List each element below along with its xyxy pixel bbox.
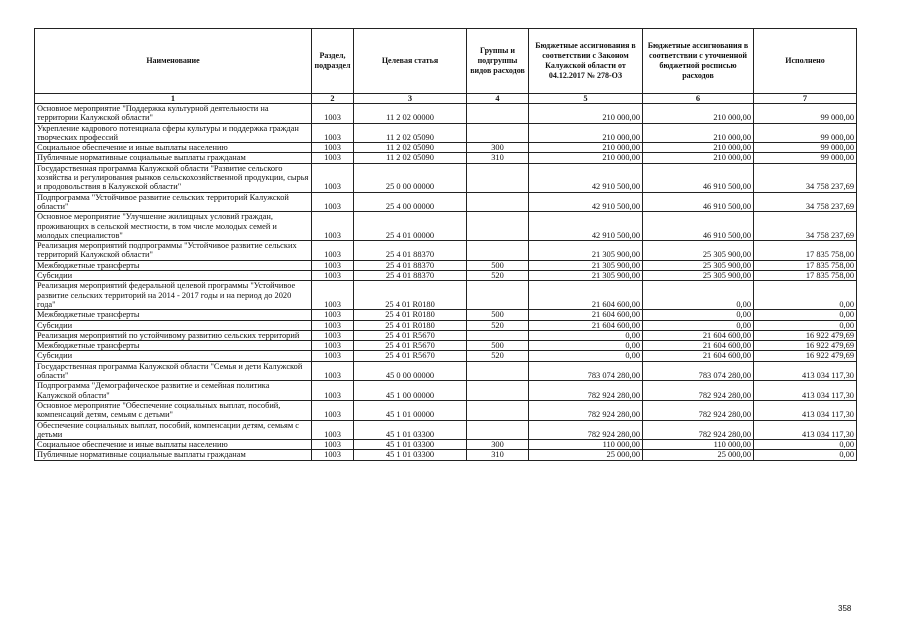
cell-law-amount: 782 924 280,00 <box>529 400 643 420</box>
cell-law-amount: 782 924 280,00 <box>529 420 643 440</box>
table-row <box>35 104 857 124</box>
cell-refined-amount: 210 000,00 <box>643 104 754 124</box>
table-row <box>35 361 857 381</box>
cell-law-amount: 110 000,00 <box>529 440 643 450</box>
cell-section: 1003 <box>312 420 354 440</box>
cell-target: 45 1 01 00000 <box>354 400 467 420</box>
cell-executed-amount: 17 835 758,00 <box>754 260 857 270</box>
cell-name: Подпрограмма "Устойчивое развитие сельских территорий Калужской области" <box>35 192 312 212</box>
cell-section: 1003 <box>312 440 354 450</box>
cell-section: 1003 <box>312 310 354 320</box>
cell-section: 1003 <box>312 351 354 361</box>
cell-executed-amount: 99 000,00 <box>754 104 857 124</box>
cell-executed-amount: 413 034 117,30 <box>754 381 857 401</box>
cell-name: Межбюджетные трансферты <box>35 260 312 270</box>
table-row <box>35 123 857 143</box>
cell-group <box>467 241 529 261</box>
cell-name: Государственная программа Калужской области "Семья и дети Калужской области" <box>35 361 312 381</box>
table-row <box>35 143 857 153</box>
cell-section: 1003 <box>312 241 354 261</box>
cell-target: 25 4 01 R5670 <box>354 351 467 361</box>
cell-executed-amount: 17 835 758,00 <box>754 271 857 281</box>
cell-target: 25 4 01 88370 <box>354 260 467 270</box>
cell-name: Публичные нормативные социальные выплаты гражданам <box>35 450 312 460</box>
cell-target: 25 4 01 00000 <box>354 212 467 241</box>
cell-law-amount: 210 000,00 <box>529 123 643 143</box>
cell-name: Основное мероприятие "Поддержка культурной деятельности на территории Калужской области" <box>35 104 312 124</box>
cell-executed-amount: 34 758 237,69 <box>754 212 857 241</box>
cell-name: Укрепление кадрового потенциала сферы культуры и поддержка граждан творческих профессий <box>35 123 312 143</box>
cell-section: 1003 <box>312 400 354 420</box>
cell-group <box>467 400 529 420</box>
cell-group <box>467 123 529 143</box>
cell-group <box>467 381 529 401</box>
cell-refined-amount: 21 604 600,00 <box>643 341 754 351</box>
cell-law-amount: 783 074 280,00 <box>529 361 643 381</box>
table-row <box>35 153 857 163</box>
cell-executed-amount: 413 034 117,30 <box>754 361 857 381</box>
header-section: Раздел, подраздел <box>312 29 354 94</box>
cell-group <box>467 163 529 192</box>
cell-refined-amount: 782 924 280,00 <box>643 420 754 440</box>
cell-section: 1003 <box>312 104 354 124</box>
budget-table <box>34 28 857 461</box>
cell-refined-amount: 46 910 500,00 <box>643 163 754 192</box>
header-target: Целевая статья <box>354 29 467 94</box>
cell-group: 300 <box>467 440 529 450</box>
cell-executed-amount: 99 000,00 <box>754 143 857 153</box>
table-row <box>35 271 857 281</box>
cell-refined-amount: 25 305 900,00 <box>643 241 754 261</box>
cell-executed-amount: 99 000,00 <box>754 153 857 163</box>
cell-name: Межбюджетные трансферты <box>35 341 312 351</box>
cell-target: 25 4 01 R0180 <box>354 310 467 320</box>
budget-document <box>34 28 856 461</box>
cell-executed-amount: 0,00 <box>754 450 857 460</box>
cell-target: 11 2 02 05090 <box>354 123 467 143</box>
cell-name: Реализация мероприятий по устойчивому развитию сельских территорий <box>35 330 312 340</box>
cell-target: 25 4 01 R0180 <box>354 320 467 330</box>
cell-section: 1003 <box>312 330 354 340</box>
cell-refined-amount: 25 305 900,00 <box>643 260 754 270</box>
cell-refined-amount: 782 924 280,00 <box>643 381 754 401</box>
cell-executed-amount: 34 758 237,69 <box>754 192 857 212</box>
cell-target: 25 4 01 R5670 <box>354 341 467 351</box>
cell-name: Основное мероприятие "Улучшение жилищных условий граждан, проживающих в сельской местности, в том числе молодых семей и молодых специалистов" <box>35 212 312 241</box>
header-executed: Исполнено <box>754 29 857 94</box>
cell-group: 310 <box>467 153 529 163</box>
cell-group <box>467 212 529 241</box>
cell-group: 520 <box>467 271 529 281</box>
cell-name: Государственная программа Калужской области "Развитие сельского хозяйства и регулирования рынков сельскохозяйственной продукции, сырья и продовольствия в Калужской области" <box>35 163 312 192</box>
table-row <box>35 281 857 310</box>
cell-target: 25 4 01 88370 <box>354 271 467 281</box>
column-number: 7 <box>754 94 857 104</box>
cell-target: 25 0 00 00000 <box>354 163 467 192</box>
cell-law-amount: 782 924 280,00 <box>529 381 643 401</box>
table-row <box>35 381 857 401</box>
cell-target: 11 2 02 00000 <box>354 104 467 124</box>
header-groups: Группы и подгруппы видов расходов <box>467 29 529 94</box>
cell-section: 1003 <box>312 153 354 163</box>
cell-law-amount: 25 000,00 <box>529 450 643 460</box>
cell-group <box>467 192 529 212</box>
cell-refined-amount: 0,00 <box>643 310 754 320</box>
cell-executed-amount: 16 922 479,69 <box>754 351 857 361</box>
table-body <box>35 104 857 461</box>
cell-section: 1003 <box>312 260 354 270</box>
cell-section: 1003 <box>312 281 354 310</box>
column-number: 1 <box>35 94 312 104</box>
table-row <box>35 310 857 320</box>
cell-group <box>467 330 529 340</box>
cell-name: Основное мероприятие "Обеспечение социальных выплат, пособий, компенсаций детям, семьям с детьми" <box>35 400 312 420</box>
cell-target: 25 4 00 00000 <box>354 192 467 212</box>
cell-target: 25 4 01 R5670 <box>354 330 467 340</box>
cell-refined-amount: 782 924 280,00 <box>643 400 754 420</box>
cell-name: Обеспечение социальных выплат, пособий, компенсации детям, семьям с детьми <box>35 420 312 440</box>
table-header-row <box>35 29 857 94</box>
cell-target: 45 1 01 03300 <box>354 420 467 440</box>
cell-law-amount: 0,00 <box>529 330 643 340</box>
cell-refined-amount: 210 000,00 <box>643 153 754 163</box>
column-number: 2 <box>312 94 354 104</box>
header-refined: Бюджетные ассигнования в соответствии с уточненной бюджетной росписью расходов <box>643 29 754 94</box>
cell-refined-amount: 21 604 600,00 <box>643 330 754 340</box>
cell-section: 1003 <box>312 192 354 212</box>
table-row <box>35 163 857 192</box>
cell-law-amount: 210 000,00 <box>529 143 643 153</box>
cell-group <box>467 420 529 440</box>
cell-target: 25 4 01 R0180 <box>354 281 467 310</box>
column-number: 3 <box>354 94 467 104</box>
cell-target: 45 1 01 03300 <box>354 450 467 460</box>
cell-group <box>467 104 529 124</box>
table-row <box>35 260 857 270</box>
cell-target: 25 4 01 88370 <box>354 241 467 261</box>
cell-name: Субсидии <box>35 320 312 330</box>
cell-group: 300 <box>467 143 529 153</box>
cell-refined-amount: 0,00 <box>643 281 754 310</box>
cell-group: 520 <box>467 351 529 361</box>
cell-executed-amount: 0,00 <box>754 320 857 330</box>
cell-executed-amount: 99 000,00 <box>754 123 857 143</box>
cell-law-amount: 42 910 500,00 <box>529 192 643 212</box>
cell-executed-amount: 413 034 117,30 <box>754 400 857 420</box>
cell-name: Реализация мероприятий подпрограммы "Устойчивое развитие сельских территорий Калужской области" <box>35 241 312 261</box>
table-row <box>35 341 857 351</box>
cell-executed-amount: 0,00 <box>754 440 857 450</box>
cell-name: Социальное обеспечение и иные выплаты населению <box>35 440 312 450</box>
cell-law-amount: 21 305 900,00 <box>529 260 643 270</box>
cell-target: 11 2 02 05090 <box>354 143 467 153</box>
table-row <box>35 420 857 440</box>
cell-law-amount: 21 305 900,00 <box>529 241 643 261</box>
cell-name: Реализация мероприятий федеральной целевой программы "Устойчивое развитие сельских территорий на 2014 - 2017 годы и на период до 2020 года" <box>35 281 312 310</box>
cell-law-amount: 42 910 500,00 <box>529 163 643 192</box>
cell-executed-amount: 34 758 237,69 <box>754 163 857 192</box>
header-law: Бюджетные ассигнования в соответствии с Законом Калужской области от 04.12.2017 № 278-ОЗ <box>529 29 643 94</box>
cell-section: 1003 <box>312 271 354 281</box>
cell-law-amount: 0,00 <box>529 351 643 361</box>
cell-target: 45 0 00 00000 <box>354 361 467 381</box>
cell-law-amount: 210 000,00 <box>529 153 643 163</box>
cell-law-amount: 21 604 600,00 <box>529 281 643 310</box>
cell-executed-amount: 16 922 479,69 <box>754 330 857 340</box>
cell-refined-amount: 783 074 280,00 <box>643 361 754 381</box>
cell-target: 11 2 02 05090 <box>354 153 467 163</box>
table-row <box>35 400 857 420</box>
cell-section: 1003 <box>312 361 354 381</box>
cell-refined-amount: 210 000,00 <box>643 123 754 143</box>
header-name: Наименование <box>35 29 312 94</box>
cell-law-amount: 21 604 600,00 <box>529 320 643 330</box>
cell-executed-amount: 413 034 117,30 <box>754 420 857 440</box>
cell-executed-amount: 16 922 479,69 <box>754 341 857 351</box>
cell-group <box>467 281 529 310</box>
table-row <box>35 450 857 460</box>
cell-target: 45 1 00 00000 <box>354 381 467 401</box>
cell-refined-amount: 210 000,00 <box>643 143 754 153</box>
table-row <box>35 330 857 340</box>
cell-name: Подпрограмма "Демографическое развитие и семейная политика Калужской области" <box>35 381 312 401</box>
cell-law-amount: 21 604 600,00 <box>529 310 643 320</box>
table-row <box>35 212 857 241</box>
cell-section: 1003 <box>312 320 354 330</box>
cell-section: 1003 <box>312 341 354 351</box>
column-number: 6 <box>643 94 754 104</box>
cell-executed-amount: 0,00 <box>754 310 857 320</box>
cell-executed-amount: 0,00 <box>754 281 857 310</box>
cell-refined-amount: 25 000,00 <box>643 450 754 460</box>
table-row <box>35 351 857 361</box>
cell-group: 310 <box>467 450 529 460</box>
cell-name: Социальное обеспечение и иные выплаты населению <box>35 143 312 153</box>
cell-refined-amount: 0,00 <box>643 320 754 330</box>
cell-section: 1003 <box>312 143 354 153</box>
column-number: 5 <box>529 94 643 104</box>
cell-refined-amount: 110 000,00 <box>643 440 754 450</box>
cell-section: 1003 <box>312 212 354 241</box>
cell-section: 1003 <box>312 381 354 401</box>
table-row <box>35 241 857 261</box>
cell-law-amount: 0,00 <box>529 341 643 351</box>
table-row <box>35 192 857 212</box>
column-number: 4 <box>467 94 529 104</box>
cell-name: Субсидии <box>35 351 312 361</box>
cell-refined-amount: 21 604 600,00 <box>643 351 754 361</box>
cell-group <box>467 361 529 381</box>
cell-law-amount: 21 305 900,00 <box>529 271 643 281</box>
cell-section: 1003 <box>312 163 354 192</box>
cell-group: 500 <box>467 260 529 270</box>
cell-executed-amount: 17 835 758,00 <box>754 241 857 261</box>
cell-refined-amount: 46 910 500,00 <box>643 212 754 241</box>
cell-group: 520 <box>467 320 529 330</box>
cell-law-amount: 42 910 500,00 <box>529 212 643 241</box>
column-number-row <box>35 94 857 104</box>
cell-name: Межбюджетные трансферты <box>35 310 312 320</box>
cell-name: Публичные нормативные социальные выплаты гражданам <box>35 153 312 163</box>
cell-section: 1003 <box>312 123 354 143</box>
cell-refined-amount: 46 910 500,00 <box>643 192 754 212</box>
cell-group: 500 <box>467 341 529 351</box>
table-row <box>35 440 857 450</box>
cell-name: Субсидии <box>35 271 312 281</box>
cell-refined-amount: 25 305 900,00 <box>643 271 754 281</box>
page-number: 358 <box>838 604 852 613</box>
table-row <box>35 320 857 330</box>
cell-target: 45 1 01 03300 <box>354 440 467 450</box>
cell-group: 500 <box>467 310 529 320</box>
cell-section: 1003 <box>312 450 354 460</box>
cell-law-amount: 210 000,00 <box>529 104 643 124</box>
